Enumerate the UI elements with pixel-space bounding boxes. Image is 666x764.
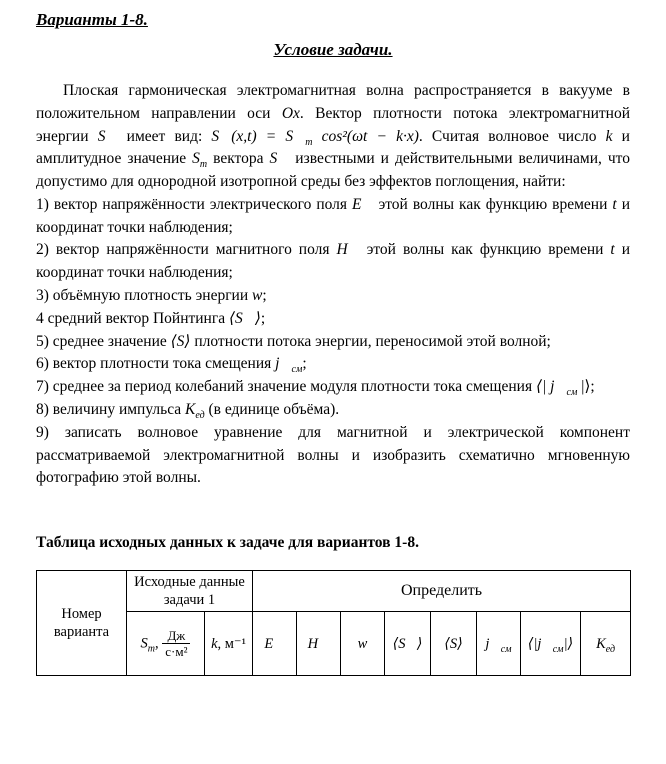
math-avg-s-vector: ⟨S⃗⟩	[228, 309, 261, 327]
math-subscript-ed: ед	[605, 643, 615, 655]
math-var-k-impulse: K	[185, 400, 196, 418]
math-subscript-sm: см	[552, 643, 564, 655]
text-run: и амплитудное значение	[36, 127, 630, 168]
item-number: 5)	[36, 332, 53, 350]
math-var-e-vector: E⃗	[352, 195, 374, 213]
col-header-k-impulse	[581, 612, 631, 676]
text-run: объёмную плотность энергии	[52, 287, 253, 305]
math-avg-s-vector: ⟨S⃗⟩	[392, 635, 423, 652]
fraction-denominator: с·м²	[165, 644, 188, 660]
list-item-6	[36, 353, 630, 376]
item-number: 3)	[36, 287, 53, 305]
math-var-k-impulse: K	[596, 635, 606, 652]
list-item-3	[36, 285, 630, 308]
text-run: ;	[260, 309, 266, 327]
text-run: . Считая волновое число	[418, 127, 606, 145]
text-run: . Вектор плотности потока электромагнитной энергии	[36, 104, 630, 145]
math-subscript-m: m	[199, 159, 208, 171]
list-item-5	[36, 331, 630, 354]
col-header-avg-abs-j	[521, 612, 581, 676]
text-run: известными и действительными величинами, что допустимо для однородной изотропной среды без эффектов поглощения, найти:	[36, 150, 630, 191]
col-header-avg-s-vector	[385, 612, 431, 676]
text-run: вектор напряжённости электрического поля	[53, 195, 353, 213]
intro-paragraph	[36, 80, 630, 194]
math-subscript-ed: ед	[195, 410, 205, 422]
col-header-e-vector	[253, 612, 297, 676]
table-title: Таблица исходных данных к задаче для вариантов 1-8.	[36, 534, 419, 552]
col-header-w	[341, 612, 385, 676]
math-var-j-displacement: j⃗	[275, 355, 292, 373]
text-run: и координат точки наблюдения;	[36, 241, 630, 282]
math-subscript-m: m	[147, 643, 155, 655]
formula-s-of-xt: S⃗(x,t) = S⃗	[211, 127, 306, 145]
math-var-s-vector: S⃗	[97, 127, 118, 145]
text-run: среднее за период колебаний значение модуля плотности тока смещения	[52, 378, 536, 396]
math-post: |⟩	[563, 635, 574, 652]
col-header-sm	[127, 612, 205, 676]
text-run: (в единице объёма).	[204, 400, 340, 418]
text-run: плотности потока энергии, переносимой этой волной;	[190, 332, 551, 350]
formula-subscript-m: m	[305, 136, 313, 148]
text-run: этой волны как функцию времени	[373, 195, 613, 213]
math-var-sm: S	[140, 635, 148, 652]
item-number: 1)	[36, 195, 54, 213]
item-number: 7)	[36, 378, 53, 396]
math-avg-abs-j: ⟨| j⃗	[535, 378, 567, 396]
source-data-table	[36, 570, 631, 676]
math-var-k: k	[211, 635, 218, 652]
item-number: 4	[36, 309, 48, 327]
math-var-h-vector: H⃗	[336, 241, 360, 259]
list-item-7	[36, 376, 630, 399]
col-group-determine: Определить	[253, 571, 631, 612]
math-subscript-sm: см	[566, 387, 578, 399]
col-header-avg-s	[431, 612, 477, 676]
col-header-h-vector	[297, 612, 341, 676]
col-group-source-data: Исходные данные задачи 1	[127, 571, 253, 612]
text-run: этой волны как функцию времени	[359, 241, 611, 259]
math-var-s-vector: S⃗	[269, 150, 290, 168]
math-var-ox: Ox	[281, 104, 300, 122]
math-var-sm: S	[192, 150, 200, 168]
math-subscript-sm: см	[291, 364, 303, 376]
text-run: среднее значение	[52, 332, 171, 350]
text-run: ,	[155, 635, 163, 652]
text-run: Плоская гармоническая электромагнитная волна распространяется в вакууме в положительном направлении оси	[36, 82, 630, 122]
list-item-2	[36, 239, 630, 285]
text-run: имеет вид:	[117, 127, 212, 145]
text-run: средний вектор Пойнтинга	[47, 309, 229, 327]
math-avg-s: ⟨S⟩	[444, 635, 463, 652]
list-item-4	[36, 308, 630, 331]
text-run: ;	[262, 287, 267, 305]
text-run: ;	[302, 355, 307, 373]
item-number: 6)	[36, 355, 53, 373]
list-item-8	[36, 399, 630, 422]
text-run: вектор напряжённости магнитного поля	[55, 241, 337, 259]
list-item-1	[36, 194, 630, 240]
item-number: 9)	[36, 423, 65, 441]
math-avg-s: ⟨S⟩	[170, 332, 191, 350]
item-number: 8)	[36, 400, 53, 418]
math-var-h-vector: H⃗	[307, 635, 330, 652]
condition-title: Условие задачи.	[273, 40, 393, 59]
math-var-t: t	[610, 241, 615, 259]
math-subscript-sm: см	[500, 643, 512, 655]
text-run: вектор плотности тока смещения	[52, 355, 276, 373]
math-var-e-vector: E⃗	[264, 635, 285, 652]
col-header-k	[205, 612, 253, 676]
text-run: |⟩;	[577, 378, 595, 396]
units-fraction	[162, 628, 190, 660]
math-var-w: w	[357, 635, 368, 652]
text-run: вектора	[207, 150, 270, 168]
formula-cos-term: cos²(ωt − k·x)	[312, 127, 419, 145]
math-avg-abs-j: ⟨|j⃗	[527, 635, 553, 652]
fraction-numerator: Дж	[162, 628, 190, 645]
text-run: записать волновое уравнение для магнитной и электрической компонент рассматриваемой электромагнитной волны и изобразить схематично мгновенную фотографию этой волны.	[36, 423, 630, 487]
math-var-j-vector: j⃗	[485, 635, 501, 652]
math-var-t: t	[612, 195, 617, 213]
math-var-k: k	[605, 127, 613, 145]
text-run: и координат точки наблюдения;	[36, 195, 631, 236]
text-run: , м⁻¹	[217, 635, 246, 652]
list-item-9	[36, 422, 630, 490]
col-header-variant-number: Номер варианта	[37, 571, 127, 676]
col-header-j-displacement	[477, 612, 521, 676]
math-var-w: w	[252, 287, 263, 305]
text-run: величину импульса	[52, 400, 186, 418]
variants-title: Варианты 1-8.	[36, 10, 148, 29]
item-number: 2)	[36, 241, 56, 259]
